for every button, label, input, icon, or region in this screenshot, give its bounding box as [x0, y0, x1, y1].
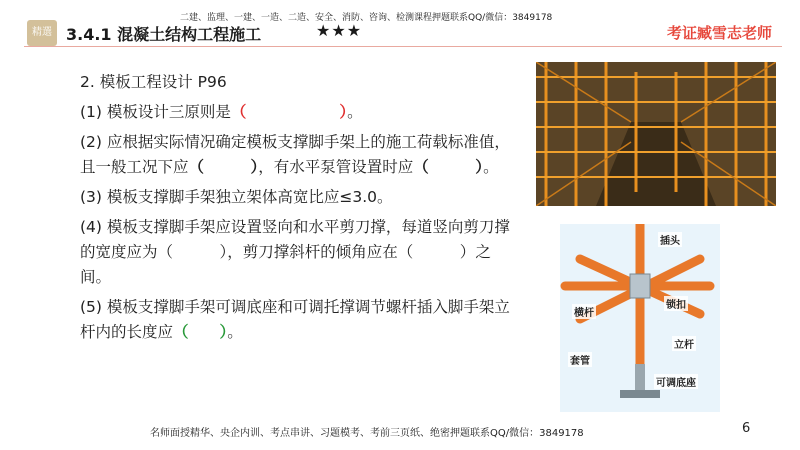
brand-name: 考证臧雪志老师	[666, 24, 772, 42]
scaffolding-photo-graphic	[536, 62, 776, 206]
item-5-end: 。	[227, 323, 243, 341]
section-badge: 精選	[27, 20, 57, 46]
item-2-mid: ，有水平泵管设置时应	[258, 158, 414, 176]
item-5	[80, 295, 520, 345]
page-title: 3.4.1 混凝土结构工程施工	[66, 25, 262, 44]
label-taoguan: 套管	[568, 352, 592, 367]
item-4-text: (4) 模板支撑脚手架应设置竖向和水平剪刀撑，每道竖向剪刀撑的宽度应为	[80, 218, 510, 261]
item-3: (3) 模板支撑脚手架独立架体高宽比应≤3.0。	[80, 188, 393, 206]
page-number: 6	[742, 421, 751, 436]
label-hengan: 横杆	[572, 304, 596, 319]
item-4-end: 之间。	[80, 243, 491, 286]
label-chatou: 插头	[658, 232, 682, 247]
slide-content	[80, 70, 520, 350]
contact-note-top: 二建、监理、一建、一造、二造、安全、消防、咨询、检测课程押题联系QQ/微信：3849178	[180, 13, 553, 23]
item-4-mid: ，剪刀撑斜杆的倾角应在	[227, 243, 398, 261]
item-2-text: (2) 应根据实际情况确定模板支撑脚手架上的施工荷载标准值，且一般工况下应	[80, 133, 510, 176]
item-1-blank: （ ）	[230, 103, 348, 121]
item-2-blank-1: （ ）	[188, 158, 259, 176]
item-2-end: 。	[483, 158, 499, 176]
label-ketiaodizuo: 可调底座	[654, 374, 698, 389]
item-4-blank-1: （ ）	[157, 243, 228, 261]
scaffolding-photo	[536, 62, 776, 206]
item-4-blank-2: （ ）	[397, 243, 476, 261]
item-5-blank: （ ）	[173, 323, 228, 341]
item-2-blank-2: （ ）	[413, 158, 484, 176]
item-1-end: 。	[347, 103, 363, 121]
header-divider	[24, 46, 782, 47]
item-1-text: (1) 模板设计三原则是	[80, 103, 231, 121]
item-1	[80, 100, 520, 125]
footer-contact: 名师面授精华、央企内训、考点串讲、习题模考、考前三页纸、绝密押题联系QQ/微信：3849178	[150, 428, 584, 439]
importance-stars: ★★★	[316, 21, 363, 40]
item-4	[80, 215, 520, 290]
item-2	[80, 130, 520, 180]
label-suokou: 锁扣	[664, 296, 688, 311]
label-ligan: 立杆	[672, 336, 696, 351]
scaffold-joint-diagram	[560, 224, 720, 412]
item-5-text: (5) 模板支撑脚手架可调底座和可调托撑调节螺杆插入脚手架立杆内的长度应	[80, 298, 510, 341]
section-heading: 2. 模板工程设计 P96	[80, 73, 227, 91]
